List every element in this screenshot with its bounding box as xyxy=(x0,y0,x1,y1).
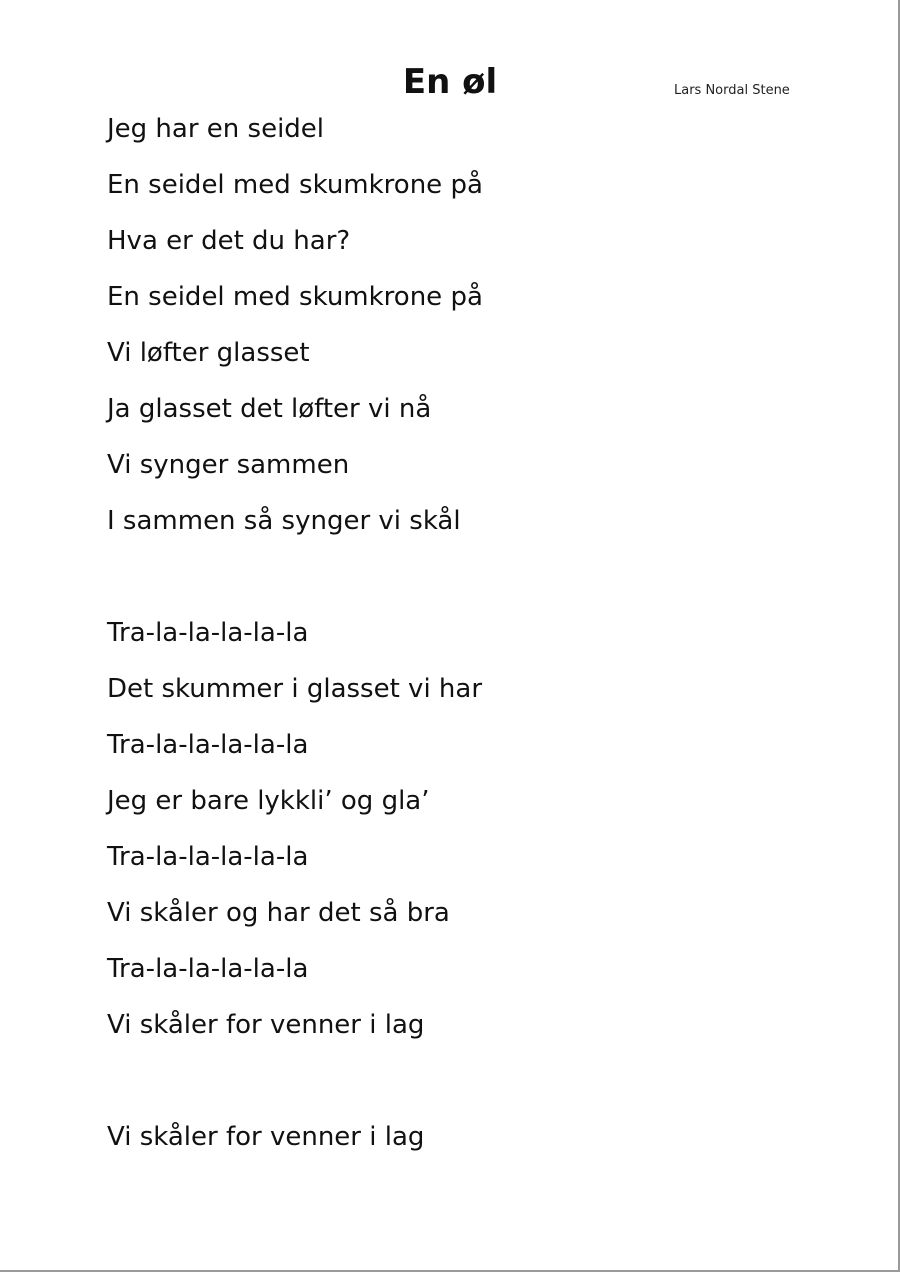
lyric-line: Jeg er bare lykkli’ og gla’ xyxy=(107,786,430,816)
stanza-gap xyxy=(107,549,807,605)
lyric-line: Ja glasset det løfter vi nå xyxy=(107,394,432,424)
lyric-line: Vi synger sammen xyxy=(107,450,350,480)
lyric-line: Tra-la-la-la-la-la xyxy=(107,954,309,984)
lyric-line: Vi skåler og har det så bra xyxy=(107,898,450,928)
stanza-2 xyxy=(107,605,807,1053)
lyric-line: En seidel med skumkrone på xyxy=(107,170,483,200)
lyric-line: I sammen så synger vi skål xyxy=(107,506,461,536)
stanza-1 xyxy=(107,101,807,549)
lyric-line: Tra-la-la-la-la-la xyxy=(107,618,309,648)
lyric-line: Tra-la-la-la-la-la xyxy=(107,730,309,760)
lyric-line: Tra-la-la-la-la-la xyxy=(107,842,309,872)
lyric-line: En seidel med skumkrone på xyxy=(107,282,483,312)
stanza-gap xyxy=(107,1053,807,1109)
lyric-line: Hva er det du har? xyxy=(107,226,351,256)
lyric-line: Vi løfter glasset xyxy=(107,338,310,368)
lyric-line: Jeg har en seidel xyxy=(107,114,325,144)
lyric-line: Vi skåler for venner i lag xyxy=(107,1122,425,1152)
song-title: En øl xyxy=(402,62,498,102)
lyric-line: Det skummer i glasset vi har xyxy=(107,674,483,704)
lyric-line: Vi skåler for venner i lag xyxy=(107,1010,425,1040)
author-name: Lars Nordal Stene xyxy=(674,83,790,98)
stanza-3 xyxy=(107,1109,807,1165)
lyrics-body xyxy=(107,101,807,1165)
